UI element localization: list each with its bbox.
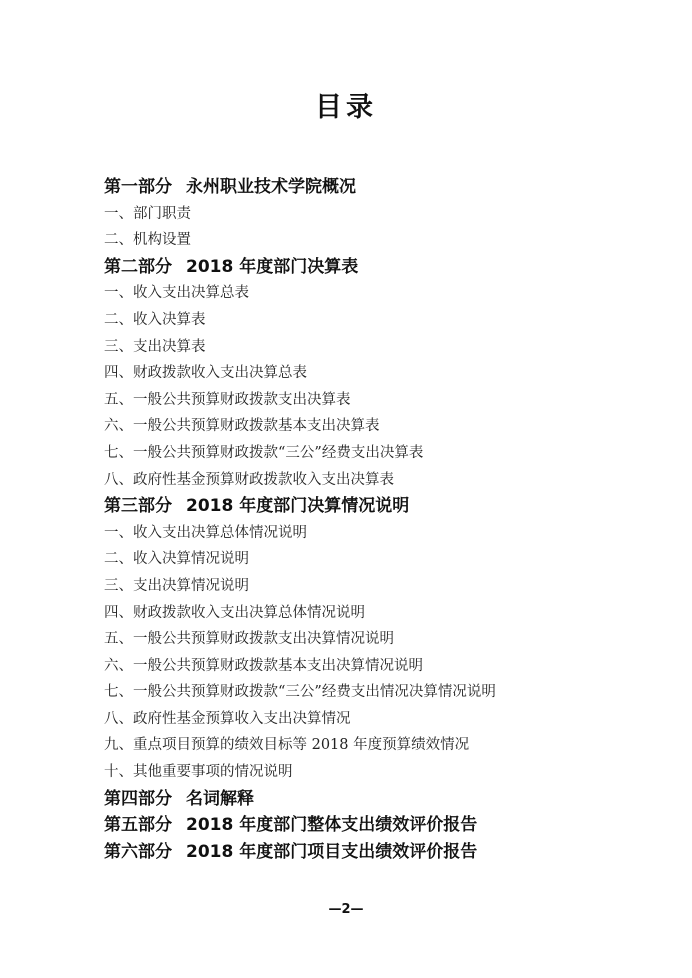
toc-item — [104, 653, 664, 680]
toc-part-heading — [104, 786, 664, 813]
toc-item — [104, 679, 664, 706]
toc-item — [104, 440, 664, 467]
toc-item — [104, 413, 664, 440]
toc-item — [104, 307, 664, 334]
toc-entry-text: 三、支出决算表 — [104, 338, 206, 355]
table-of-contents — [104, 174, 664, 865]
toc-item — [104, 227, 664, 254]
toc-item — [104, 626, 664, 653]
toc-part-label: 第五部分 — [104, 815, 172, 836]
toc-entry-text: 四、财政拨款收入支出决算总体情况说明 — [104, 604, 365, 621]
toc-item — [104, 520, 664, 547]
toc-entry-text: 九、重点项目预算的绩效目标等 2018 年度预算绩效情况 — [104, 737, 470, 754]
toc-entry-text: 二、机构设置 — [104, 232, 191, 249]
toc-entry-text: 2018 年度部门项目支出绩效评价报告 — [186, 841, 478, 862]
toc-item — [104, 334, 664, 361]
toc-entry-text: 八、政府性基金预算财政拨款收入支出决算表 — [104, 471, 394, 488]
toc-part-label: 第三部分 — [104, 496, 172, 517]
toc-entry-text: 永州职业技术学院概况 — [186, 177, 356, 197]
toc-entry-text: 一、部门职责 — [104, 205, 191, 222]
page-title: 目录 — [315, 92, 377, 123]
toc-entry-text: 二、收入决算情况说明 — [104, 551, 249, 568]
toc-item — [104, 467, 664, 494]
toc-part-heading — [104, 174, 664, 201]
toc-entry-text: 一、收入支出决算总体情况说明 — [104, 524, 307, 541]
toc-part-heading — [104, 812, 664, 839]
toc-item — [104, 280, 664, 307]
toc-part-heading — [104, 839, 664, 866]
toc-item — [104, 201, 664, 228]
toc-entry-text: 十、其他重要事项的情况说明 — [104, 764, 293, 781]
toc-entry-text: 二、收入决算表 — [104, 311, 206, 328]
toc-item — [104, 600, 664, 627]
toc-part-label: 第六部分 — [104, 841, 172, 862]
toc-item — [104, 732, 664, 759]
toc-entry-text: 五、一般公共预算财政拨款支出决算情况说明 — [104, 631, 394, 648]
toc-entry-text: 一、收入支出决算总表 — [104, 285, 249, 302]
toc-entry-text: 四、财政拨款收入支出决算总表 — [104, 365, 307, 382]
toc-entry-text: 七、一般公共预算财政拨款“三公”经费支出决算表 — [104, 444, 424, 461]
toc-item — [104, 759, 664, 786]
toc-part-label: 第四部分 — [104, 788, 172, 809]
toc-entry-text: 三、支出决算情况说明 — [104, 577, 249, 594]
toc-entry-text: 七、一般公共预算财政拨款“三公”经费支出情况决算情况说明 — [104, 684, 496, 701]
toc-entry-text: 名词解释 — [186, 788, 254, 809]
toc-entry-text: 五、一般公共预算财政拨款支出决算表 — [104, 391, 351, 408]
toc-part-heading — [104, 254, 664, 281]
toc-entry-text: 2018 年度部门决算表 — [186, 256, 359, 277]
toc-entry-text: 八、政府性基金预算收入支出决算情况 — [104, 710, 351, 727]
toc-entry-text: 2018 年度部门决算情况说明 — [186, 496, 410, 517]
toc-item — [104, 706, 664, 733]
toc-entry-text: 2018 年度部门整体支出绩效评价报告 — [186, 815, 478, 836]
toc-part-heading — [104, 493, 664, 520]
toc-item — [104, 546, 664, 573]
toc-entry-text: 六、一般公共预算财政拨款基本支出决算情况说明 — [104, 657, 423, 674]
toc-entry-text: 六、一般公共预算财政拨款基本支出决算表 — [104, 418, 380, 435]
toc-item — [104, 360, 664, 387]
toc-part-label: 第一部分 — [104, 177, 172, 197]
page-number: —2— — [328, 902, 364, 917]
toc-item — [104, 573, 664, 600]
toc-part-label: 第二部分 — [104, 256, 172, 277]
toc-item — [104, 387, 664, 414]
